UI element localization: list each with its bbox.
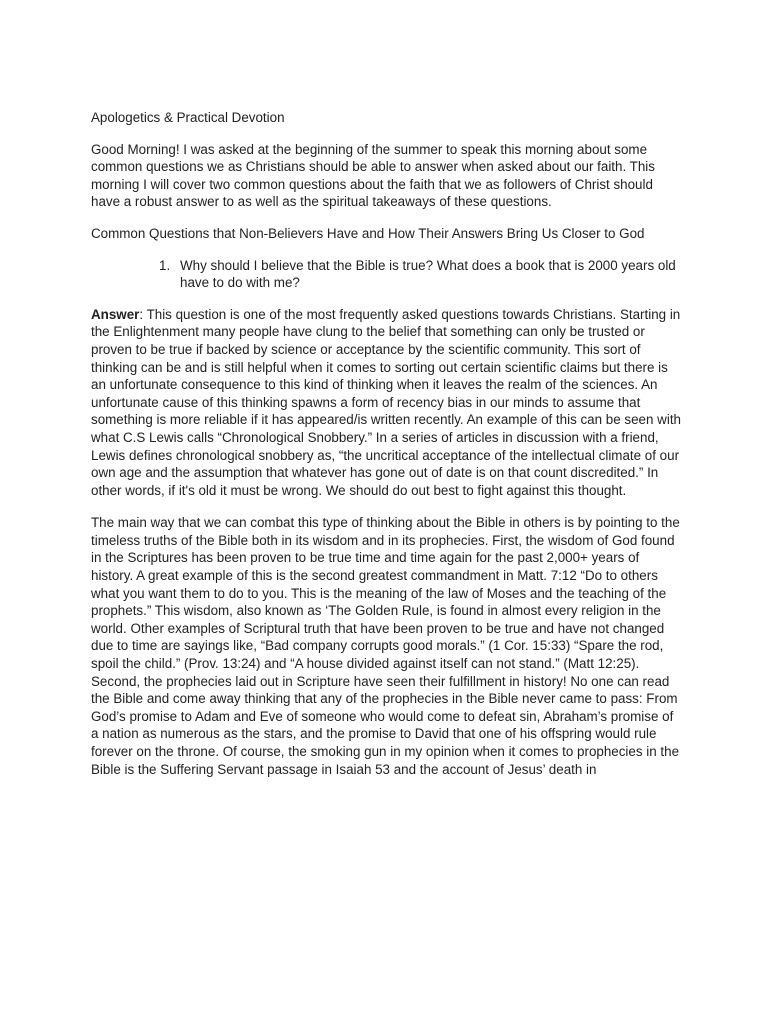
answer-label: Answer <box>91 306 140 322</box>
question-text: Why should I believe that the Bible is true? What does a book that is 2000 years old have to do with me? <box>180 257 676 291</box>
answer-text: : This question is one of the most frequently asked questions towards Christians. Starting in the Enlightenment many people have clung to the belief that something can only be trusted or proven to be true if backed by science or acceptance by the scientific community. This sort of thinking can be and is still helpful when it comes to sorting out certain scientific claims but there is an unfortunate consequence to this kind of thinking when it leaves the realm of the sciences. An unfortunate cause of this thinking spawns a form of recency bias in our minds to assume that something is more reliable if it has appeared/is written recently. An example of this can be seen with what C.S Lewis calls “Chronological Snobbery.” In a series of articles in discussion with a friend, Lewis defines chronological snobbery as, “the uncritical acceptance of the intellectual climate of our own age and the assumption that whatever has gone out of date is on that count discredited.” In other words, if it's old it must be wrong. We should do out best to fight against this thought. <box>91 306 681 498</box>
document-page <box>91 109 681 778</box>
section-heading: Common Questions that Non-Believers Have and How Their Answers Bring Us Closer to God <box>91 225 645 241</box>
question-number: 1. <box>159 257 171 273</box>
intro-paragraph: Good Morning! I was asked at the beginning of the summer to speak this morning about some common questions we as Christians should be able to answer when asked about our faith. This morning I will cover two common questions about the faith that we as followers of Christ should have a robust answer to as well as the spiritual takeaways of these questions. <box>91 141 655 210</box>
question-list <box>91 257 681 292</box>
body-paragraph: The main way that we can combat this type of thinking about the Bible in others is by pointing to the timeless truths of the Bible both in its wisdom and in its prophecies. First, the wisdom of God found in the Scriptures has been proven to be true time and time again for the past 2,000+ years of history. A great example of this is the second greatest commandment in Matt. 7:12 “Do to others what you want them to do to you. This is the meaning of the law of Moses and the teaching of the prophets.” This wisdom, also known as ‘The Golden Rule, is found in almost every religion in the world. Other examples of Scriptural truth that have been proven to be true and have not changed due to time are sayings like, “Bad company corrupts good morals.” (1 Cor. 15:33) “Spare the rod, spoil the child.” (Prov. 13:24) and “A house divided against itself can not stand.” (Matt 12:25). Second, the prophecies laid out in Scripture have seen their fulfillment in history! No one can read the Bible and come away thinking that any of the prophecies in the Bible never came to pass: From God’s promise to Adam and Eve of someone who would come to defeat sin, Abraham’s promise of a nation as numerous as the stars, and the promise to David that one of his offspring would rule forever on the throne. Of course, the smoking gun in my opinion when it comes to prophecies in the Bible is the Suffering Servant passage in Isaiah 53 and the account of Jesus’ death in <box>91 515 680 777</box>
question-item <box>91 257 681 292</box>
answer-paragraph <box>91 306 681 500</box>
document-title: Apologetics & Practical Devotion <box>91 110 285 125</box>
